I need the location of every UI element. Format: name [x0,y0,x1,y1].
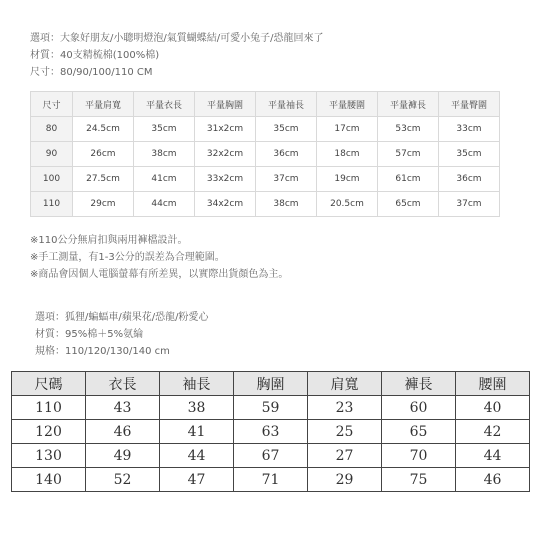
table-cell: 38 [160,396,234,420]
table-row [31,117,500,142]
table-cell: 110 [31,192,73,217]
table-cell: 36cm [256,142,317,167]
table-cell: 60 [382,396,456,420]
note-line: ※110公分無肩扣與兩用褲檔設計。 [30,235,188,246]
product1-material: 材質：40支精梳棉(100%棉) [30,50,160,61]
table-cell: 38cm [134,142,195,167]
table-cell: 29cm [73,192,134,217]
table-cell: 38cm [256,192,317,217]
table-cell: 36cm [439,167,500,192]
table-cell: 90 [31,142,73,167]
column-header: 袖長 [160,372,234,396]
table-cell: 23 [308,396,382,420]
product1-info [30,30,323,81]
table-cell: 41 [160,420,234,444]
table-cell: 71 [234,468,308,492]
table-cell: 27 [308,444,382,468]
table-cell: 41cm [134,167,195,192]
notes [30,232,288,283]
table-row [31,192,500,217]
table-cell: 32x2cm [195,142,256,167]
product2-material: 材質：95%棉＋5%氨綸 [35,329,144,340]
product1-options: 選項：大象好朋友/小聰明燈泡/氣質蝴蝶結/可愛小兔子/恐龍回來了 [30,33,324,44]
column-header: 衣長 [86,372,160,396]
table-row [31,142,500,167]
column-header: 平量腰圍 [317,92,378,117]
table-cell: 40 [456,396,530,420]
table-cell: 130 [12,444,86,468]
table-row [31,167,500,192]
table-cell: 37cm [256,167,317,192]
table-cell: 31x2cm [195,117,256,142]
note-line: ※手工測量，有1-3公分的誤差為合理範圍。 [30,252,225,263]
table-cell: 27.5cm [73,167,134,192]
table-cell: 43 [86,396,160,420]
size-table-1 [30,91,500,217]
table-cell: 29 [308,468,382,492]
column-header: 平量褲長 [378,92,439,117]
column-header: 尺碼 [12,372,86,396]
table-cell: 35cm [134,117,195,142]
column-header: 胸圍 [234,372,308,396]
table-cell: 67 [234,444,308,468]
product2-options: 選項：狐狸/蝙蝠車/蘋果花/恐龍/粉愛心 [35,312,209,323]
table-cell: 59 [234,396,308,420]
table-header-row [12,372,530,396]
table-row [12,468,530,492]
product2-info [35,309,208,360]
table-cell: 18cm [317,142,378,167]
table-row [12,420,530,444]
column-header: 平量肩寬 [73,92,134,117]
table-cell: 57cm [378,142,439,167]
table-cell: 61cm [378,167,439,192]
table-cell: 75 [382,468,456,492]
table-cell: 19cm [317,167,378,192]
table-cell: 35cm [439,142,500,167]
product1-sizes: 尺寸：80/90/100/110 CM [30,67,153,78]
note-line: ※商品會因個人電腦螢幕有所差異，以實際出貨顏色為主。 [30,269,289,280]
table-cell: 46 [86,420,160,444]
product2-sizes: 規格：110/120/130/140 cm [35,346,170,357]
column-header: 腰圍 [456,372,530,396]
size-table-2 [11,371,530,492]
table-cell: 70 [382,444,456,468]
table-row [12,396,530,420]
table-cell: 25 [308,420,382,444]
table-cell: 44cm [134,192,195,217]
column-header: 平量衣長 [134,92,195,117]
table-cell: 34x2cm [195,192,256,217]
table-cell: 35cm [256,117,317,142]
table-cell: 100 [31,167,73,192]
column-header: 尺寸 [31,92,73,117]
table-cell: 42 [456,420,530,444]
table-cell: 120 [12,420,86,444]
column-header: 肩寬 [308,372,382,396]
column-header: 褲長 [382,372,456,396]
table-cell: 65cm [378,192,439,217]
table-cell: 20.5cm [317,192,378,217]
table-cell: 37cm [439,192,500,217]
table-cell: 63 [234,420,308,444]
table-cell: 44 [456,444,530,468]
column-header: 平量臀圍 [439,92,500,117]
table-cell: 110 [12,396,86,420]
table-cell: 140 [12,468,86,492]
column-header: 平量袖長 [256,92,317,117]
table-row [12,444,530,468]
table-cell: 17cm [317,117,378,142]
table-cell: 24.5cm [73,117,134,142]
table-cell: 44 [160,444,234,468]
table-cell: 33cm [439,117,500,142]
table-cell: 47 [160,468,234,492]
table-cell: 52 [86,468,160,492]
table-header-row [31,92,500,117]
table-cell: 80 [31,117,73,142]
table-cell: 53cm [378,117,439,142]
table-cell: 49 [86,444,160,468]
table-cell: 26cm [73,142,134,167]
table-cell: 33x2cm [195,167,256,192]
table-cell: 65 [382,420,456,444]
table-cell: 46 [456,468,530,492]
column-header: 平量胸圍 [195,92,256,117]
